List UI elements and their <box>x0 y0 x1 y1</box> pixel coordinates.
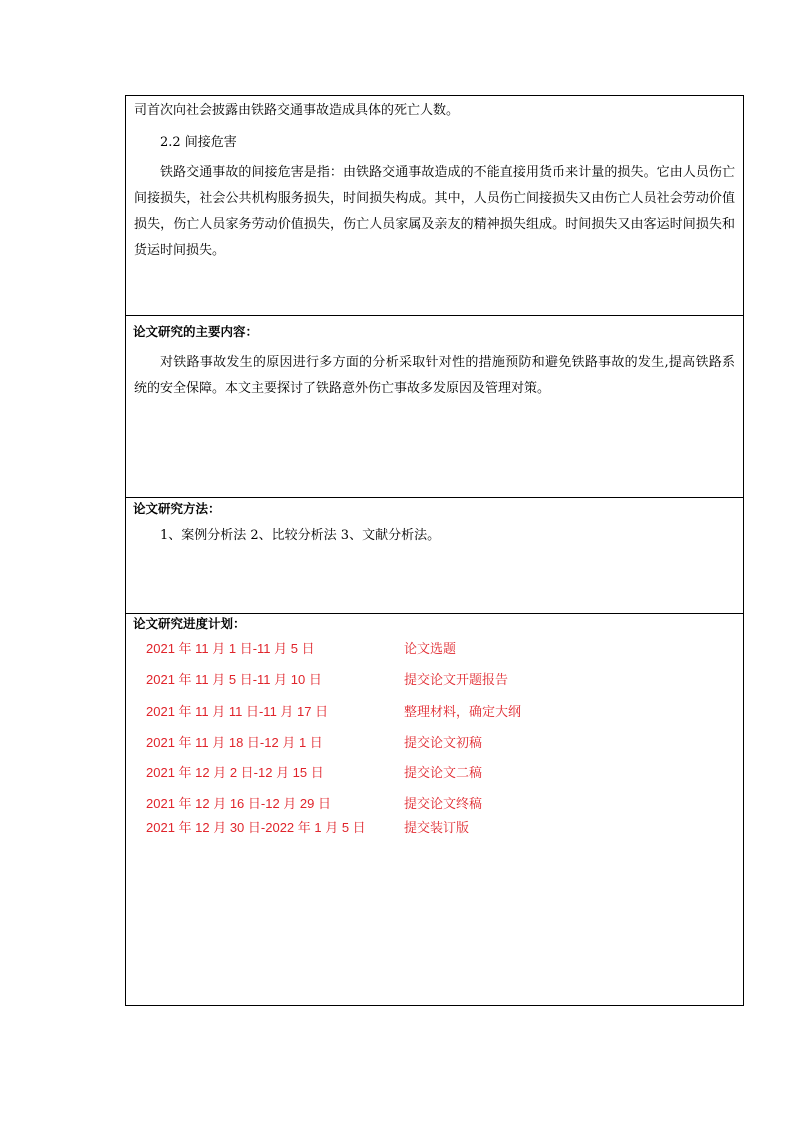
schedule-date: 2021 年 12 月 16 日-12 月 29 日 <box>146 796 331 811</box>
schedule-date: 2021 年 11 月 1 日-11 月 5 日 <box>146 641 315 656</box>
schedule-task: 提交论文二稿 <box>404 765 483 780</box>
schedule-date: 2021 年 11 月 18 日-12 月 1 日 <box>146 735 323 750</box>
paragraph-continued: 司首次向社会披露由铁路交通事故造成具体的死亡人数。 <box>134 103 460 118</box>
schedule-date: 2021 年 12 月 30 日-2022 年 1 月 5 日 <box>146 820 366 835</box>
schedule-row <box>146 639 735 659</box>
schedule-date: 2021 年 12 月 2 日-12 月 15 日 <box>146 765 324 780</box>
section-main-content <box>126 315 743 497</box>
schedule-row <box>146 818 735 838</box>
schedule-date: 2021 年 11 月 5 日-11 月 10 日 <box>146 672 322 687</box>
schedule-row <box>146 702 735 722</box>
subheading-indirect-harm: 2.2 间接危害 <box>160 135 237 150</box>
schedule-row <box>146 763 735 783</box>
schedule-task: 提交论文终稿 <box>404 796 483 811</box>
proposal-table <box>125 95 744 1006</box>
section-methods <box>126 497 743 613</box>
section-schedule <box>126 613 743 1005</box>
paragraph-indirect-harm: 铁路交通事故的间接危害是指：由铁路交通事故造成的不能直接用货币来计量的损失。它由人员伤亡间接损失，社会公共机构服务损失，时间损失构成。其中，人员伤亡间接损失又由伤亡人员社会劳动价值损失，伤亡人员家务劳动价值损失，伤亡人员家属及亲友的精神损失组成。时间损失又由客运时间损失和货运时间损失。 <box>134 165 735 258</box>
schedule-task: 提交装订版 <box>404 820 470 835</box>
schedule-row <box>146 670 735 690</box>
schedule-row <box>146 733 735 753</box>
schedule-row <box>146 794 735 814</box>
heading-main-content: 论文研究的主要内容： <box>133 324 259 339</box>
schedule-task: 提交论文初稿 <box>404 735 483 750</box>
schedule-task: 提交论文开题报告 <box>404 672 509 687</box>
section-continuation <box>126 96 743 315</box>
schedule-date: 2021 年 11 月 11 日-11 月 17 日 <box>146 704 329 719</box>
schedule-task: 论文选题 <box>404 641 457 656</box>
heading-methods: 论文研究方法： <box>133 501 221 516</box>
schedule-task: 整理材料，确定大纲 <box>404 704 522 719</box>
paragraph-main-content: 对铁路事故发生的原因进行多方面的分析采取针对性的措施预防和避免铁路事故的发生,提高铁路系统的安全保障。本文主要探讨了铁路意外伤亡事故多发原因及管理对策。 <box>134 355 735 396</box>
heading-schedule: 论文研究进度计划： <box>133 616 246 631</box>
paragraph-methods: 1、案例分析法 2、比较分析法 3、文献分析法。 <box>160 528 441 543</box>
